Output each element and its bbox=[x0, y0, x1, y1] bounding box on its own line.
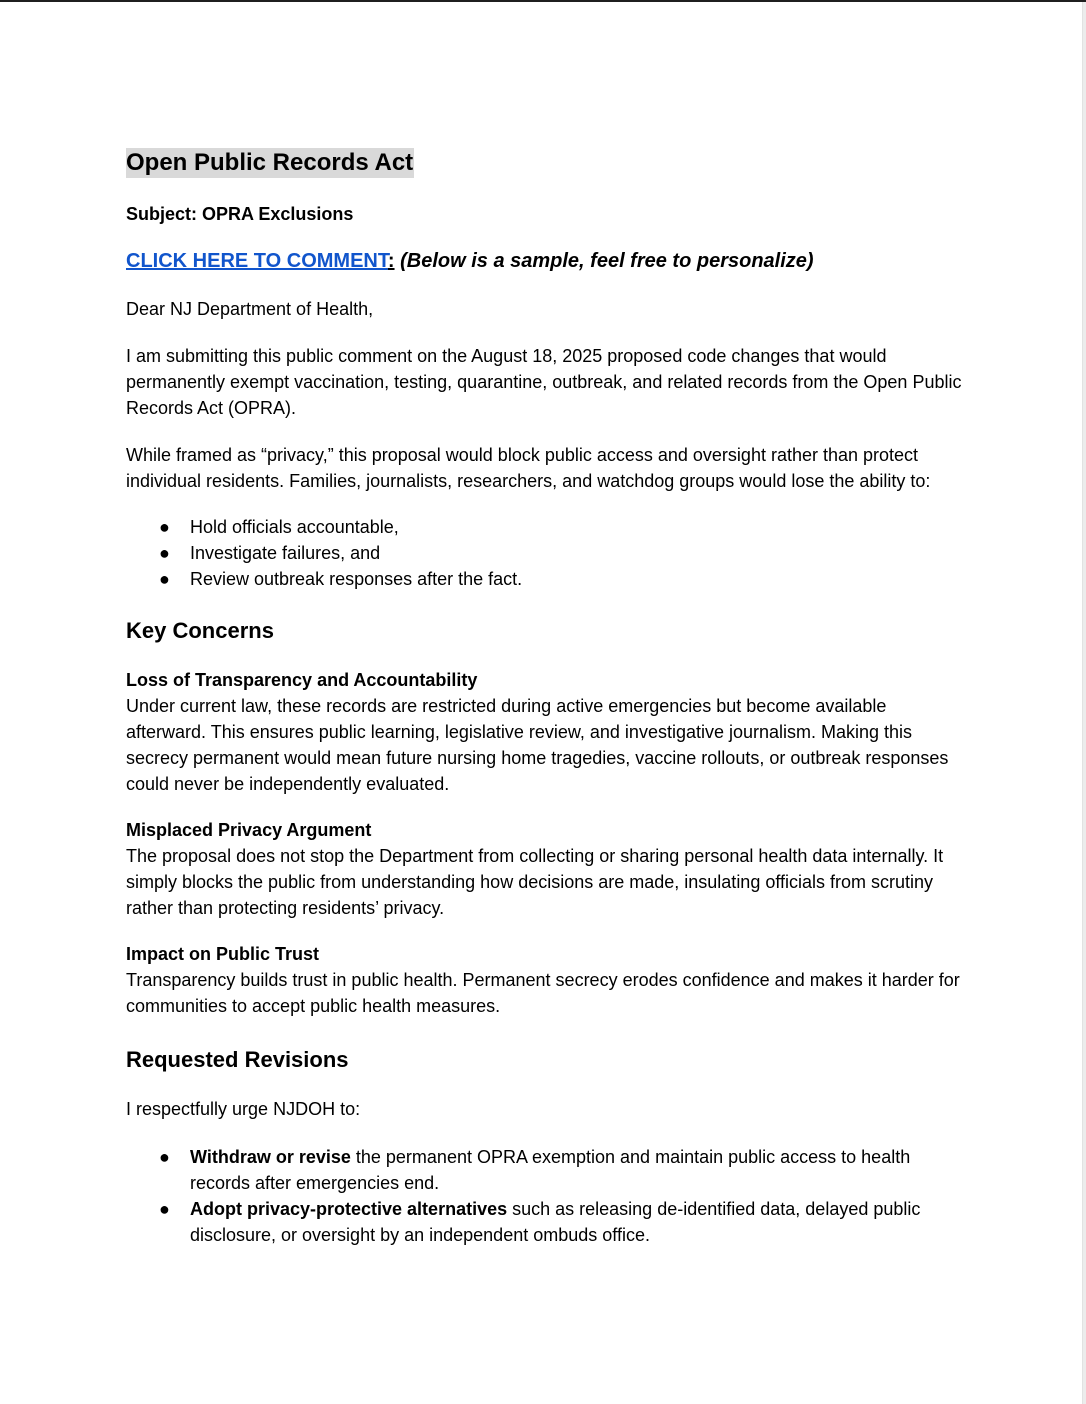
list-item-text: Review outbreak responses after the fact. bbox=[190, 569, 523, 589]
list-item bbox=[126, 1144, 966, 1196]
comment-link[interactable]: CLICK HERE TO COMMENT bbox=[126, 250, 388, 272]
urge-line: I respectfully urge NJDOH to: bbox=[126, 1099, 361, 1119]
document-title: Open Public Records Act bbox=[126, 149, 414, 176]
revision-action: Adopt privacy-protective alternatives bbox=[190, 1199, 508, 1219]
revisions-list bbox=[126, 1144, 966, 1248]
list-item bbox=[126, 514, 966, 540]
concern-trust bbox=[126, 941, 966, 1019]
bullet-icon: ● bbox=[159, 1199, 170, 1219]
window-top-border bbox=[0, 0, 1086, 2]
document-page bbox=[126, 148, 966, 1248]
cta-colon: : bbox=[387, 250, 395, 272]
concern-heading: Misplaced Privacy Argument bbox=[126, 820, 372, 840]
concern-heading: Impact on Public Trust bbox=[126, 944, 320, 964]
ability-list bbox=[126, 514, 966, 592]
list-item-text: Hold officials accountable, bbox=[190, 517, 399, 537]
intro-paragraph: I am submitting this public comment on the August 18, 2025 proposed code changes that would permanently exempt vaccination, testing, quarantine, outbreak, and related records from the Open Public Records Act (OPRA). bbox=[126, 346, 962, 418]
concern-transparency bbox=[126, 667, 966, 797]
list-item bbox=[126, 566, 966, 592]
concern-body: The proposal does not stop the Department from collecting or sharing personal health data internally. It simply blocks the public from understanding how decisions are made, insulating officials from scrutiny rather than protecting residents’ privacy. bbox=[126, 846, 944, 918]
subject-line: Subject: OPRA Exclusions bbox=[126, 204, 354, 224]
concern-privacy bbox=[126, 817, 966, 921]
concern-body: Transparency builds trust in public health. Permanent secrecy erodes confidence and makes it harder for communities to accept public health measures. bbox=[126, 970, 960, 1016]
bullet-icon: ● bbox=[159, 517, 170, 537]
requested-revisions-heading: Requested Revisions bbox=[126, 1047, 349, 1072]
bullet-icon: ● bbox=[159, 569, 170, 589]
concern-body: Under current law, these records are restricted during active emergencies but become available afterward. This ensures public learning, legislative review, and investigative journalism. Making this secrecy permanent would mean future nursing home tragedies, vaccine rollouts, or outbreak responses could never be independently evaluated. bbox=[126, 696, 949, 794]
list-item bbox=[126, 540, 966, 566]
key-concerns-heading: Key Concerns bbox=[126, 618, 274, 643]
sample-note: (Below is a sample, feel free to personalize) bbox=[400, 250, 814, 272]
greeting: Dear NJ Department of Health, bbox=[126, 299, 374, 319]
comment-call-to-action bbox=[126, 248, 966, 274]
bullet-icon: ● bbox=[159, 543, 170, 563]
framing-paragraph: While framed as “privacy,” this proposal would block public access and oversight rather than protect individual residents. Families, journalists, researchers, and watchdog groups would lose the ability to: bbox=[126, 445, 931, 491]
scrollbar-track[interactable] bbox=[1082, 2, 1086, 1404]
list-item-text: Investigate failures, and bbox=[190, 543, 381, 563]
list-item bbox=[126, 1196, 966, 1248]
revision-detail: such as releasing de-identified data, delayed public disclosure, or oversight by an independent ombuds office. bbox=[190, 1199, 921, 1245]
revision-detail: the permanent OPRA exemption and maintain public access to health records after emergencies end. bbox=[190, 1147, 911, 1193]
revision-action: Withdraw or revise bbox=[190, 1147, 351, 1167]
concern-heading: Loss of Transparency and Accountability bbox=[126, 670, 478, 690]
bullet-icon: ● bbox=[159, 1147, 170, 1167]
